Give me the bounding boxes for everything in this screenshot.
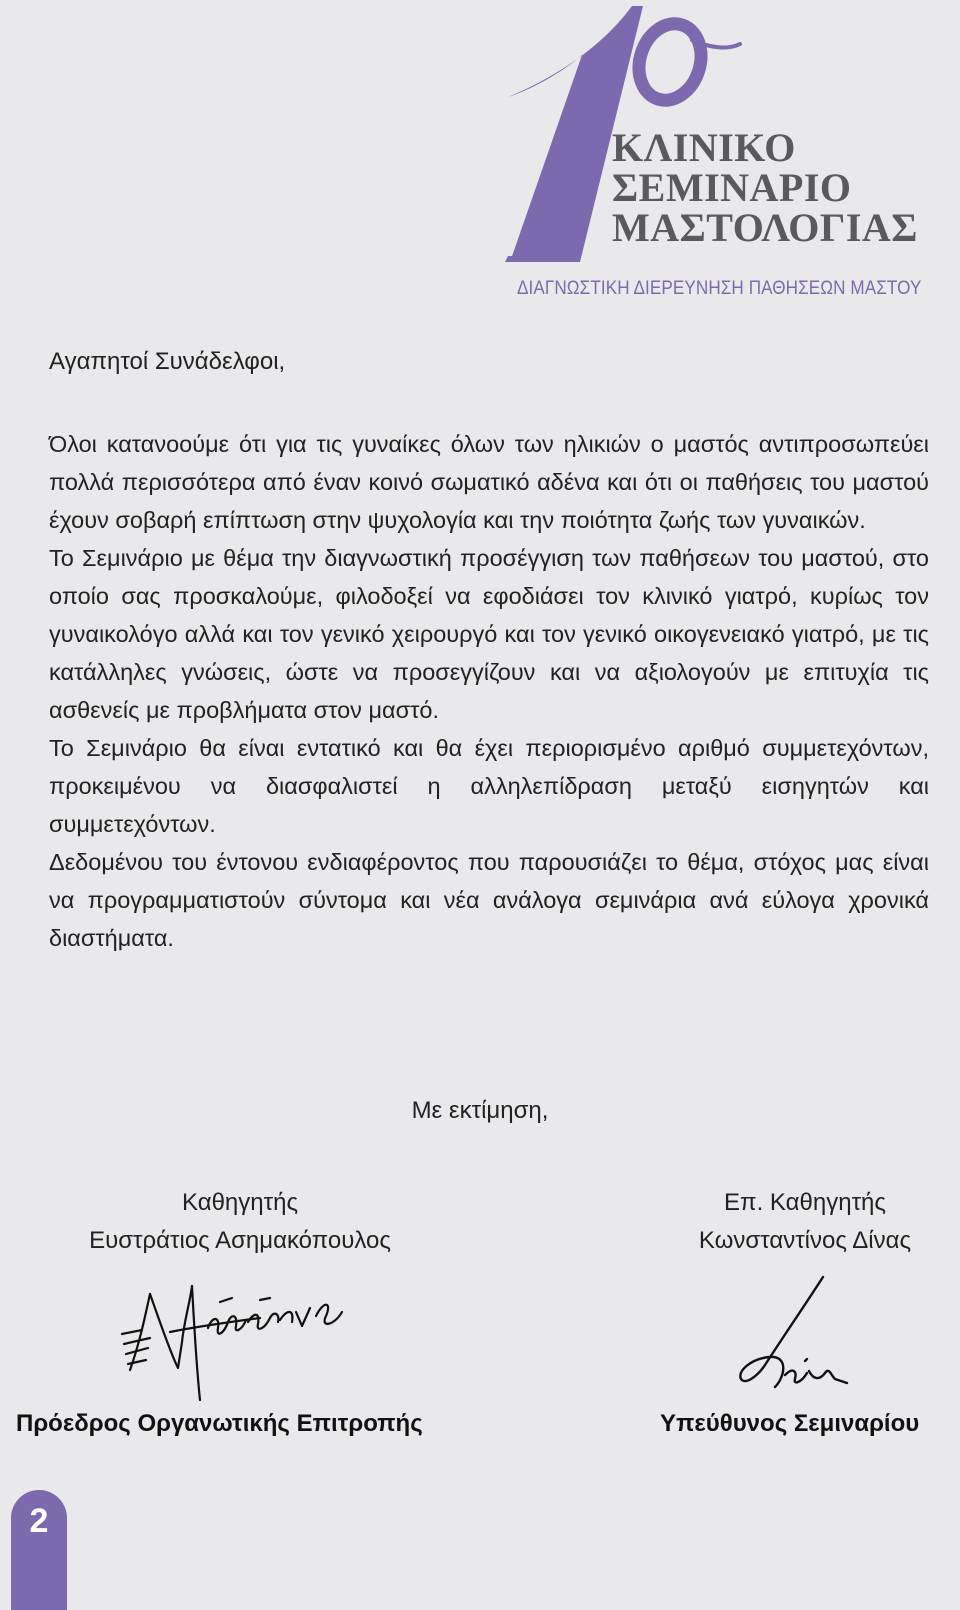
page-number-tab [11, 1490, 67, 1610]
logo-subtitle: ΔΙΑΓΝΩΣΤΙΚΗ ΔΙΕΡΕΥΝΗΣΗ ΠΑΘΗΣΕΩΝ ΜΑΣΤΟΥ [517, 278, 922, 299]
logo-title-line: ΣΕΜΙΝΑΡΙΟ [612, 165, 852, 210]
logo-one-base [505, 256, 578, 262]
logo-title [612, 125, 918, 250]
signer-name: Κωνσταντίνος Δίνας [698, 1227, 912, 1254]
letter-paragraph: Όλοι κατανοούμε ότι για τις γυναίκες όλων των ηλικιών ο μαστός αντιπροσωπεύει πολλά περισσότερα από έναν κοινό σωματικό αδένα και ότι οι παθήσεις του μαστού έχουν σοβαρή επίπτωση στην ψυχολογία και την ποιότητα ζωής των γυναικών. [49, 431, 929, 533]
logo-title-line: ΚΛΙΝΙΚΟ [612, 125, 796, 170]
signer-title: Επ. Καθηγητής [724, 1189, 886, 1216]
signer-title: Καθηγητής [181, 1189, 299, 1216]
letter-paragraph: Το Σεμινάριο θα είναι εντατικό και θα έχει περιορισμένο αριθμό συμμετεχόντων, προκειμένου να διασφαλιστεί η αλληλεπίδραση μεταξύ εισηγητών και συμμετεχόντων. [49, 735, 929, 837]
signature-left [120, 1272, 350, 1402]
signer-right [660, 1184, 950, 1260]
signature-right [735, 1275, 850, 1400]
signer-role-right: Υπεύθυνος Σεμιναρίου [660, 1410, 920, 1437]
letter-paragraph: Το Σεμινάριο με θέμα την διαγνωστική προσέγγιση των παθήσεων του μαστού, στο οποίο σας προσκαλούμε, φιλοδοξεί να εφοδιάσει τον κλινικό γιατρό, κυρίως τον γυναικολόγο αλλά και τον γενικό χειρουργό και τον γενικό οικογενειακό γιατρό, με τις κατάλληλες γνώσεις, ώστε να προσεγγίζουν και να αξιολογούν με επιτυχία τις ασθενείς με προβλήματα στον μαστό. [49, 545, 929, 723]
logo-ordinal-o [629, 16, 710, 109]
signer-left [40, 1184, 440, 1260]
signer-name: Ευστράτιος Ασημακόπουλος [89, 1227, 391, 1254]
letter-paragraph: Δεδομένου του έντονου ενδιαφέροντος που παρουσιάζει το θέμα, στόχος μας είναι να προγραμματιστούν σύντομα και νέα ανάλογα σεμινάρια ανά εύλογα χρονικά διαστήματα. [49, 849, 929, 951]
letter-salutation: Αγαπητοί Συνάδελφοι, [49, 348, 286, 375]
logo-title-line: ΜΑΣΤΟΛΟΓΙΑΣ [612, 205, 918, 250]
letter-body [49, 425, 929, 957]
letter-closing: Με εκτίμηση, [411, 1097, 549, 1124]
page-number: 2 [29, 1502, 49, 1540]
signer-role-left: Πρόεδρος Οργανωτικής Επιτροπής [16, 1410, 423, 1437]
